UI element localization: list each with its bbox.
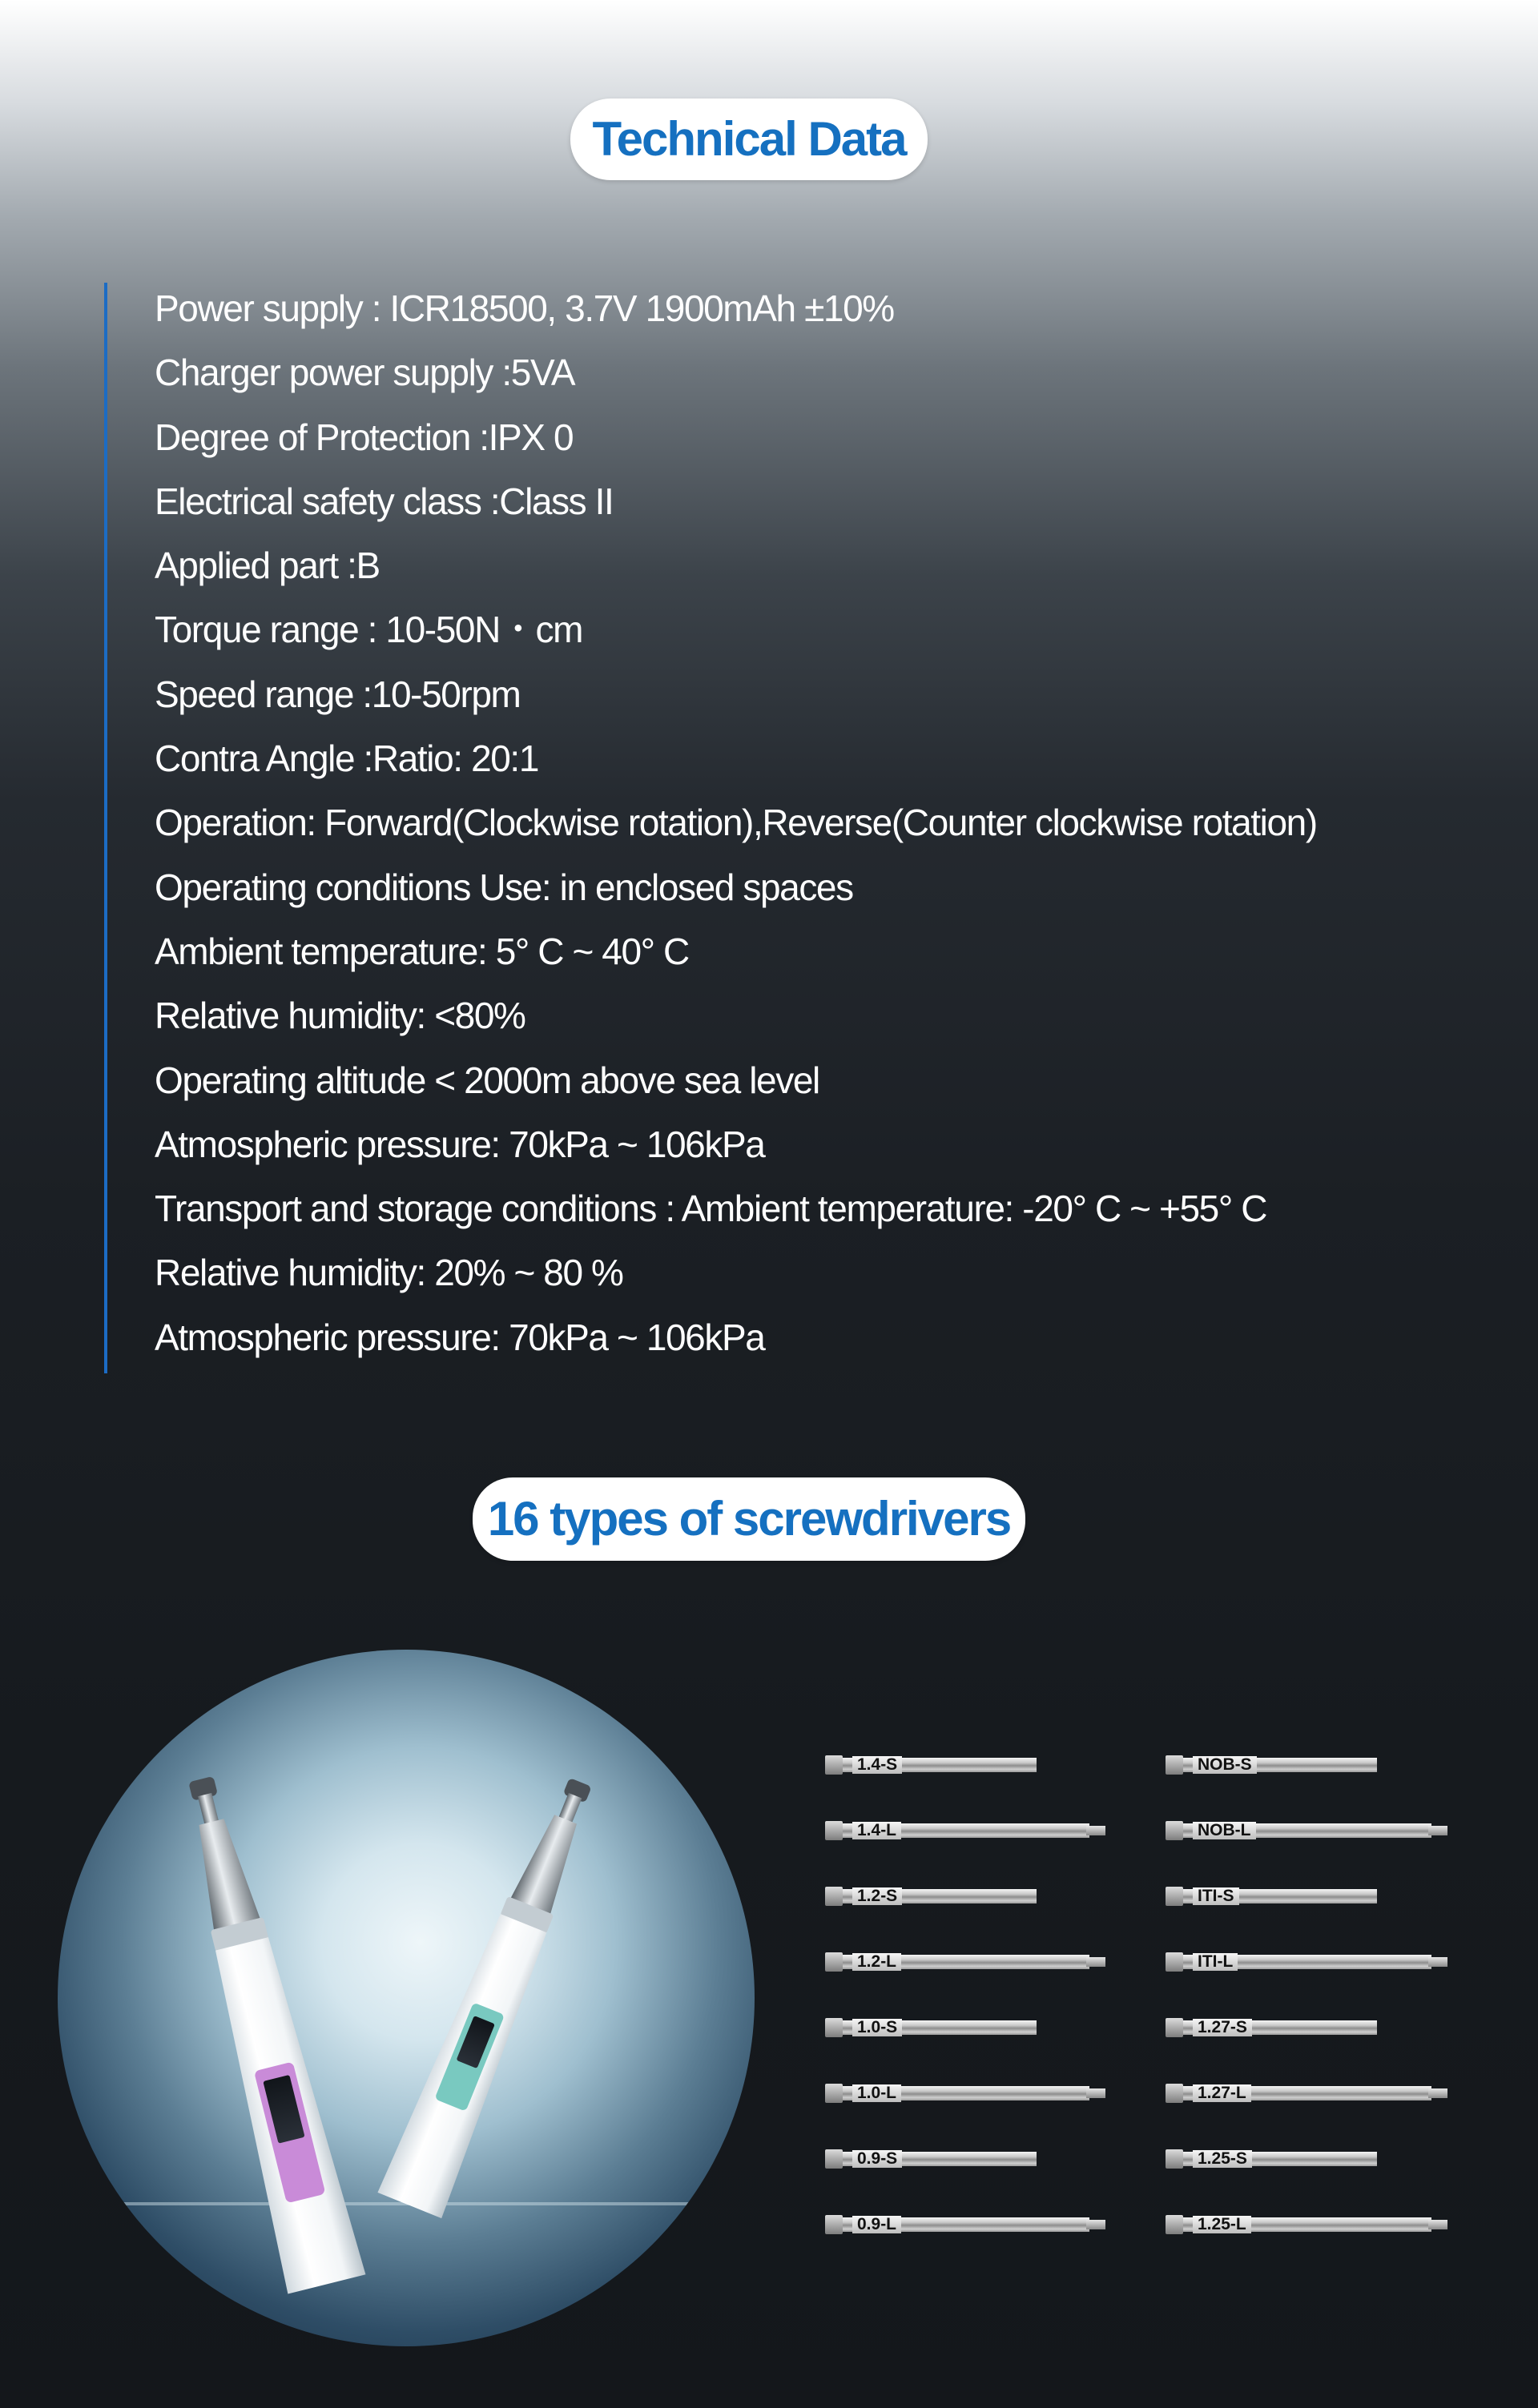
spec-item: Relative humidity: <80% bbox=[155, 995, 525, 1037]
spec-item: Torque range : 10-50N・cm bbox=[155, 609, 583, 651]
bit-label: 1.0-S bbox=[852, 2019, 902, 2036]
spec-item: Electrical safety class :Class II bbox=[155, 480, 614, 522]
screwdriver-bit bbox=[1166, 2084, 1447, 2103]
bit-label: 1.4-L bbox=[852, 1822, 901, 1839]
bit-label: 0.9-L bbox=[852, 2216, 901, 2233]
bit-label: 1.25-S bbox=[1193, 2150, 1252, 2168]
spec-item: Contra Angle :Ratio: 20:1 bbox=[155, 738, 538, 780]
product-photo bbox=[58, 1650, 755, 2346]
screwdriver-bit bbox=[1166, 1821, 1447, 1840]
spec-item: Degree of Protection :IPX 0 bbox=[155, 416, 574, 458]
spec-item: Atmospheric pressure: 70kPa ~ 106kPa bbox=[155, 1316, 765, 1358]
bit-label: NOB-L bbox=[1193, 1822, 1256, 1839]
spec-list bbox=[155, 280, 1317, 1373]
bit-label: 0.9-S bbox=[852, 2150, 902, 2168]
screwdriver-bit bbox=[1166, 1952, 1447, 1972]
screwdriver-bit bbox=[825, 2084, 1105, 2103]
spec-item: Operating conditions Use: in enclosed spaces bbox=[155, 866, 853, 908]
screwdriver-bit bbox=[825, 1952, 1105, 1972]
technical-data-title: Technical Data bbox=[592, 112, 906, 166]
screwdriver-bit bbox=[825, 2018, 1037, 2037]
spec-item: Atmospheric pressure: 70kPa ~ 106kPa bbox=[155, 1123, 765, 1165]
screwdriver-bit bbox=[1166, 1887, 1377, 1906]
spec-item: Operating altitude < 2000m above sea level bbox=[155, 1059, 819, 1101]
spec-item: Operation: Forward(Clockwise rotation),Reverse(Counter clockwise rotation) bbox=[155, 802, 1317, 844]
screwdriver-bit bbox=[1166, 2215, 1447, 2234]
screwdriver-bit bbox=[825, 1887, 1037, 1906]
bit-label: ITI-L bbox=[1193, 1953, 1238, 1971]
spec-item: Speed range :10-50rpm bbox=[155, 673, 521, 715]
screwdriver-bit bbox=[1166, 1755, 1377, 1775]
bit-label: 1.25-L bbox=[1193, 2216, 1251, 2233]
bit-label: 1.27-L bbox=[1193, 2084, 1251, 2102]
screwdriver-bit bbox=[1166, 2149, 1377, 2169]
bit-label: 1.2-L bbox=[852, 1953, 901, 1971]
spec-item: Relative humidity: 20% ~ 80 % bbox=[155, 1252, 623, 1294]
screwdriver-bit bbox=[825, 2149, 1037, 2169]
spec-list-accent-rule bbox=[104, 283, 107, 1373]
technical-data-title-pill bbox=[570, 98, 928, 180]
spec-item: Charger power supply :5VA bbox=[155, 352, 575, 394]
screwdriver-bit bbox=[825, 2215, 1105, 2234]
spec-item: Power supply : ICR18500, 3.7V 1900mAh ±10% bbox=[155, 287, 894, 329]
handpieces-illustration bbox=[58, 1650, 755, 2346]
screwdriver-bit bbox=[1166, 2018, 1377, 2037]
spec-item: Applied part :B bbox=[155, 545, 380, 587]
bit-label: 1.2-S bbox=[852, 1887, 902, 1905]
screwdrivers-title: 16 types of screwdrivers bbox=[487, 1492, 1011, 1546]
screwdriver-bit bbox=[825, 1821, 1105, 1840]
bit-label: 1.0-L bbox=[852, 2084, 901, 2102]
spec-item: Transport and storage conditions : Ambient temperature: -20° C ~ +55° C bbox=[155, 1188, 1267, 1230]
spec-item: Ambient temperature: 5° C ~ 40° C bbox=[155, 930, 689, 972]
bit-label: 1.4-S bbox=[852, 1756, 902, 1774]
screwdriver-bit bbox=[825, 1755, 1037, 1775]
screwdrivers-title-pill bbox=[473, 1477, 1025, 1561]
bit-label: NOB-S bbox=[1193, 1756, 1257, 1774]
screwdriver-bit-grid bbox=[825, 1755, 1466, 2252]
bit-label: ITI-S bbox=[1193, 1887, 1239, 1905]
bit-label: 1.27-S bbox=[1193, 2019, 1252, 2036]
